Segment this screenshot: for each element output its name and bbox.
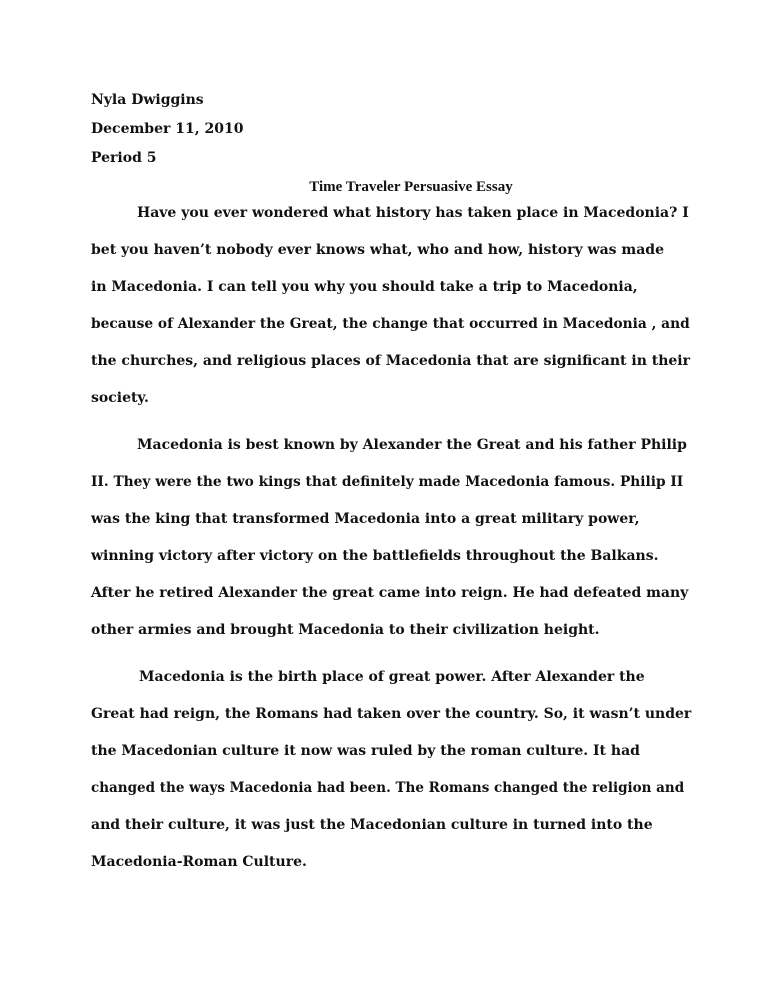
- paragraph-intro: [91, 195, 691, 417]
- paragraph-line: in Macedonia. I can tell you why you should take a trip to Macedonia,: [91, 279, 638, 295]
- paragraph-line: Have you ever wondered what history has taken place in Macedonia? I: [137, 205, 689, 221]
- paragraph-line: bet you haven’t nobody ever knows what, who and how, history was made: [91, 242, 664, 258]
- paragraph-line: the churches, and religious places of Macedonia that are significant in their: [91, 353, 690, 369]
- paragraph-line: winning victory after victory on the battlefields throughout the Balkans.: [91, 548, 659, 564]
- paragraph-line: the Macedonian culture it now was ruled by the roman culture. It had: [91, 743, 640, 759]
- paragraph-line: Macedonia is the birth place of great power. After Alexander the: [139, 669, 645, 685]
- paragraph-line: After he retired Alexander the great came into reign. He had defeated many: [91, 585, 689, 601]
- class-period: Period 5: [91, 150, 157, 166]
- essay-title: Time Traveler Persuasive Essay: [309, 179, 513, 195]
- paragraph-line: society.: [91, 390, 149, 406]
- paragraph-line: II. They were the two kings that definitely made Macedonia famous. Philip II: [91, 474, 684, 490]
- paragraph-alexander: [91, 427, 691, 649]
- paragraph-line: because of Alexander the Great, the change that occurred in Macedonia , and: [91, 316, 690, 332]
- essay-document: [91, 86, 691, 881]
- paragraph-line: changed the ways Macedonia had been. The Romans changed the religion and: [91, 780, 685, 796]
- paragraph-line: and their culture, it was just the Macedonian culture in turned into the: [91, 817, 653, 833]
- paragraph-line: Macedonia is best known by Alexander the Great and his father Philip: [137, 437, 687, 453]
- paragraph-line: was the king that transformed Macedonia into a great military power,: [91, 511, 640, 527]
- essay-date: December 11, 2010: [91, 121, 244, 137]
- paragraph-romans: [91, 659, 691, 881]
- paragraph-line: Great had reign, the Romans had taken over the country. So, it wasn’t under: [91, 706, 692, 722]
- paragraph-line: other armies and brought Macedonia to their civilization height.: [91, 622, 600, 638]
- paragraph-line: Macedonia-Roman Culture.: [91, 854, 307, 870]
- author-name: Nyla Dwiggins: [91, 92, 204, 108]
